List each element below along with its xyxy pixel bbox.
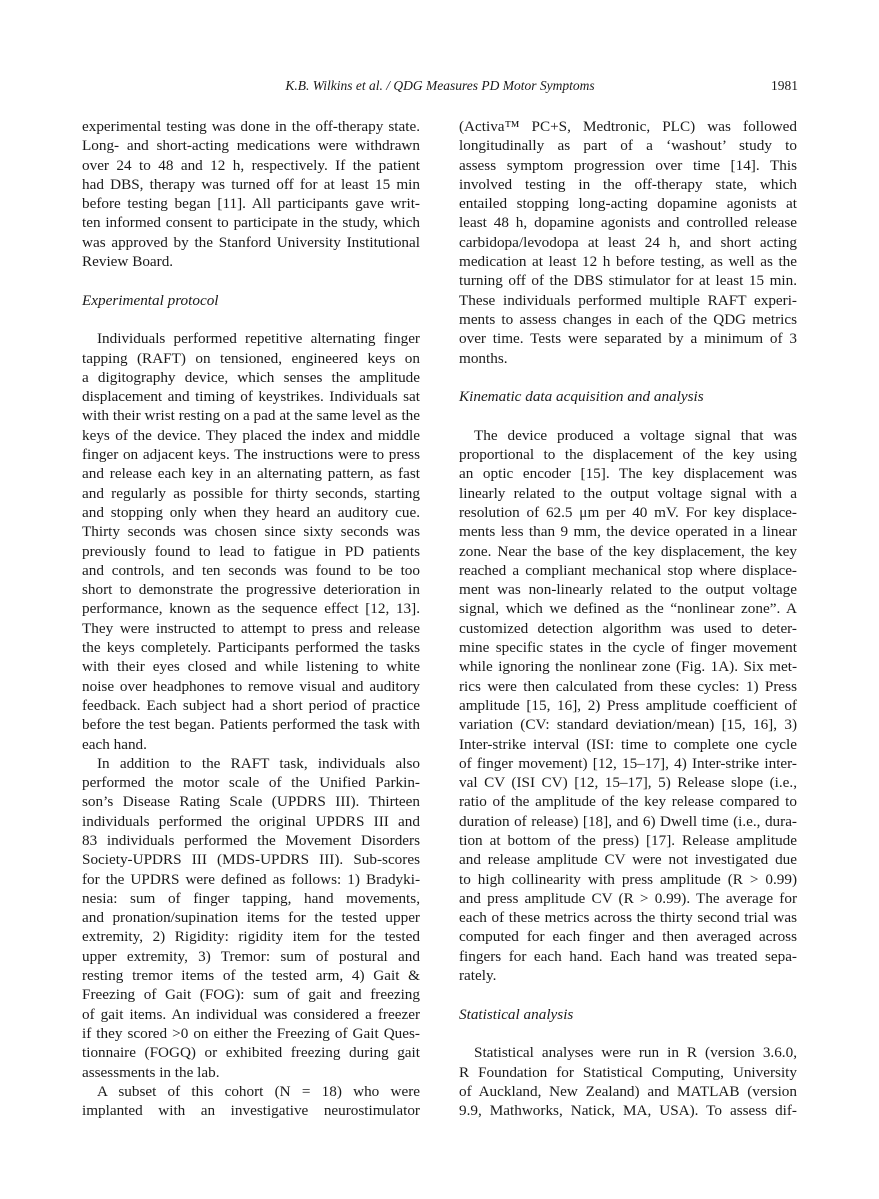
text-line: had DBS, therapy was turned off for at least 15 min	[82, 175, 420, 193]
text-line: ments less than 9 mm, the device operated in a linear	[459, 523, 797, 541]
text-line: Long- and short-acting medications were withdrawn	[82, 137, 420, 155]
text-line: signal, which we defined as the “nonlinear zone”. A	[459, 600, 797, 618]
text-line: 9.9, Mathworks, Natick, MA, USA). To assess dif-	[459, 1102, 797, 1120]
text-line: of gait items. An individual was considered a freezer	[82, 1005, 420, 1023]
text-line: and controls, and ten seconds was found to be too	[82, 561, 420, 579]
text-line: keys of the device. They placed the index and middle	[82, 426, 420, 444]
text-line: These individuals performed multiple RAFT experi-	[459, 291, 797, 309]
text-line: R Foundation for Statistical Computing, University	[459, 1063, 797, 1081]
text-line: (Activa™ PC+S, Medtronic, PLC) was followed	[459, 118, 797, 135]
text-line: resolution of 62.5 μm per 40 mV. For key displace-	[459, 503, 797, 521]
text-line: was approved by the Stanford University Institutional	[82, 233, 420, 251]
paragraph	[82, 117, 420, 271]
text-line: zone. Near the base of the key displacement, the key	[459, 542, 797, 560]
text-line: finger on adjacent keys. The instructions were to press	[82, 446, 420, 464]
text-line: before testing began [11]. All participants gave writ-	[82, 195, 420, 213]
running-header	[82, 78, 798, 98]
text-line: upper extremity, 3) Tremor: sum of postural and	[82, 947, 420, 965]
text-line: tion at bottom of the press) [17]. Release amplitude	[459, 831, 797, 849]
text-line: noise over headphones to remove visual and auditory	[82, 677, 420, 695]
text-line: turning off of the DBS stimulator for at least 15 min.	[459, 272, 797, 290]
text-line: if they scored >0 on either the Freezing of Gait Ques-	[82, 1024, 420, 1042]
text-line: 83 individuals performed the Movement Disorders	[82, 831, 420, 849]
text-line: extremity, 2) Rigidity: rigidity item for the tested	[82, 928, 420, 946]
text-line: to high collinearity with press amplitude (R > 0.99)	[459, 870, 797, 888]
section-heading: Statistical analysis	[459, 1005, 574, 1023]
text-line: displacement and timing of keystrikes. Individuals sat	[82, 388, 420, 406]
text-line: A subset of this cohort (N = 18) who were	[97, 1082, 420, 1100]
paragraph	[459, 1043, 797, 1120]
text-line: customized detection algorithm was used to deter-	[459, 619, 797, 637]
text-line: ten informed consent to participate in the study, which	[82, 214, 420, 232]
text-line: least 48 h, dopamine agonists and controlled release	[459, 214, 797, 232]
text-line: for the UPDRS were defined as follows: 1) Bradyki-	[82, 870, 420, 888]
text-line: over 24 to 48 and 12 h, respectively. If the patient	[82, 156, 420, 174]
text-line: Society-UPDRS III (MDS-UPDRS III). Sub-scores	[82, 851, 420, 869]
text-line: tionnaire (FOGQ) or exhibited freezing during gait	[82, 1044, 420, 1062]
text-line: The device produced a voltage signal that was	[474, 426, 797, 444]
text-line: amplitude [15, 16], 2) Press amplitude coefficient of	[459, 696, 797, 714]
text-line: rics were then calculated from these cycles: 1) Press	[459, 677, 797, 695]
text-line: tapping (RAFT) on tensioned, engineered keys on	[82, 349, 420, 367]
text-line: and release amplitude CV were not investigated due	[459, 851, 797, 869]
text-line: Inter-strike interval (ISI: time to complete one cycle	[459, 735, 797, 753]
paragraph	[82, 329, 420, 754]
text-line: In addition to the RAFT task, individuals also	[97, 754, 420, 772]
text-line: months.	[459, 349, 508, 367]
paragraph	[459, 426, 797, 986]
text-line: while ignoring the nonlinear zone (Fig. 1A). Six met-	[459, 658, 797, 676]
section-heading: Kinematic data acquisition and analysis	[459, 388, 704, 406]
text-line: a digitography device, which senses the amplitude	[82, 368, 420, 386]
text-line: before the test began. Patients performed the task with	[82, 716, 420, 734]
text-line: entailed stopping long-acting dopamine agonists at	[459, 195, 797, 213]
text-line: an optic encoder [15]. The key displacement was	[459, 465, 797, 483]
text-line: assessments in the lab.	[82, 1063, 220, 1081]
text-line: fingers for each hand. Each hand was treated sepa-	[459, 947, 797, 965]
right-column	[459, 117, 797, 1120]
text-line: and regularly as possible for thirty seconds, starting	[82, 484, 420, 502]
text-line: computed for each finger and then averaged across	[459, 928, 797, 946]
text-line: each of these metrics across the thirty second trial was	[459, 909, 797, 927]
text-line: involved testing in the off-therapy state, which	[459, 175, 797, 193]
paragraph	[82, 754, 420, 1082]
text-line: nesia: sum of finger tapping, hand movements,	[82, 889, 420, 907]
text-line: performance, known as the sequence effect [12, 13].	[82, 600, 420, 618]
text-line: Thirty seconds was chosen since sixty seconds was	[82, 523, 420, 541]
text-line: rately.	[459, 967, 497, 985]
text-line: resting tremor items of the tested arm, 4) Gait &	[82, 967, 420, 985]
text-line: duration of release) [18], and 6) Dwell time (i.e., dura-	[459, 812, 797, 830]
text-line: of finger movement) [12, 15–17], 4) Inter-strike inter-	[459, 754, 797, 772]
text-line: and pronation/supination items for the tested upper	[82, 909, 420, 927]
section-heading: Experimental protocol	[82, 291, 219, 309]
paragraph	[82, 1082, 420, 1121]
left-column	[82, 117, 420, 1120]
text-line: ment was non-linearly related to the output voltage	[459, 581, 797, 599]
text-line: longitudinally as part of a ‘washout’ study to	[459, 137, 797, 155]
text-line: performed the motor scale of the Unified Parkin-	[82, 774, 420, 792]
text-line: Individuals performed repetitive alternating finger	[97, 330, 420, 348]
text-line: assess symptom progression over time [14]. This	[459, 156, 797, 174]
text-line: linearly related to the output voltage signal with a	[459, 484, 797, 502]
paragraph	[459, 117, 797, 368]
text-line: each hand.	[82, 735, 147, 753]
text-line: feedback. Each subject had a short period of practice	[82, 696, 420, 714]
text-line: and release each key in an alternating pattern, as fast	[82, 465, 420, 483]
text-line: carbidopa/levodopa at least 24 h, and short acting	[459, 233, 797, 251]
text-line: son’s Disease Rating Scale (UPDRS III). Thirteen	[82, 793, 420, 811]
text-line: medication at least 12 h before testing, as well as the	[459, 253, 797, 271]
text-line: ments to assess changes in each of the QDG metrics	[459, 310, 797, 328]
text-line: the keys completely. Participants performed the tasks	[82, 639, 420, 657]
page-number: 1981	[771, 78, 798, 93]
text-line: individuals performed the original UPDRS III and	[82, 812, 420, 830]
text-line: They were instructed to attempt to press and release	[82, 619, 420, 637]
text-line: implanted with an investigative neurostimulator	[82, 1102, 420, 1120]
text-line: with their wrist resting on a pad at the same level as the	[82, 407, 420, 425]
text-line: and press amplitude CV (R > 0.99). The average for	[459, 889, 797, 907]
text-line: Review Board.	[82, 253, 174, 271]
text-line: ratio of the amplitude of the key release compared to	[459, 793, 797, 811]
text-line: and stopping only when they heard an auditory cue.	[82, 503, 420, 521]
text-line: variation (CV: standard deviation/mean) [15, 16], 3)	[459, 716, 797, 734]
text-line: with their eyes closed and while listening to white	[82, 658, 420, 676]
text-line: previously found to lead to fatigue in PD patients	[82, 542, 420, 560]
text-line: short to demonstrate the progressive deterioration in	[82, 581, 420, 599]
text-line: Statistical analyses were run in R (version 3.6.0,	[474, 1044, 797, 1062]
text-line: val CV (ISI CV) [12, 15–17], 5) Release slope (i.e.,	[459, 774, 797, 792]
text-line: proportional to the displacement of the key using	[459, 446, 797, 464]
text-line: of Auckland, New Zealand) and MATLAB (version	[459, 1082, 797, 1100]
text-line: experimental testing was done in the off-therapy state.	[82, 118, 420, 135]
text-line: mine specific states in the cycle of finger movement	[459, 639, 797, 657]
running-title: K.B. Wilkins et al. / QDG Measures PD Motor Symptoms	[285, 78, 595, 93]
text-line: Freezing of Gait (FOG): sum of gait and freezing	[82, 986, 420, 1004]
text-line: reached a compliant mechanical stop where displace-	[459, 561, 797, 579]
text-line: over time. Tests were separated by a minimum of 3	[459, 330, 797, 348]
